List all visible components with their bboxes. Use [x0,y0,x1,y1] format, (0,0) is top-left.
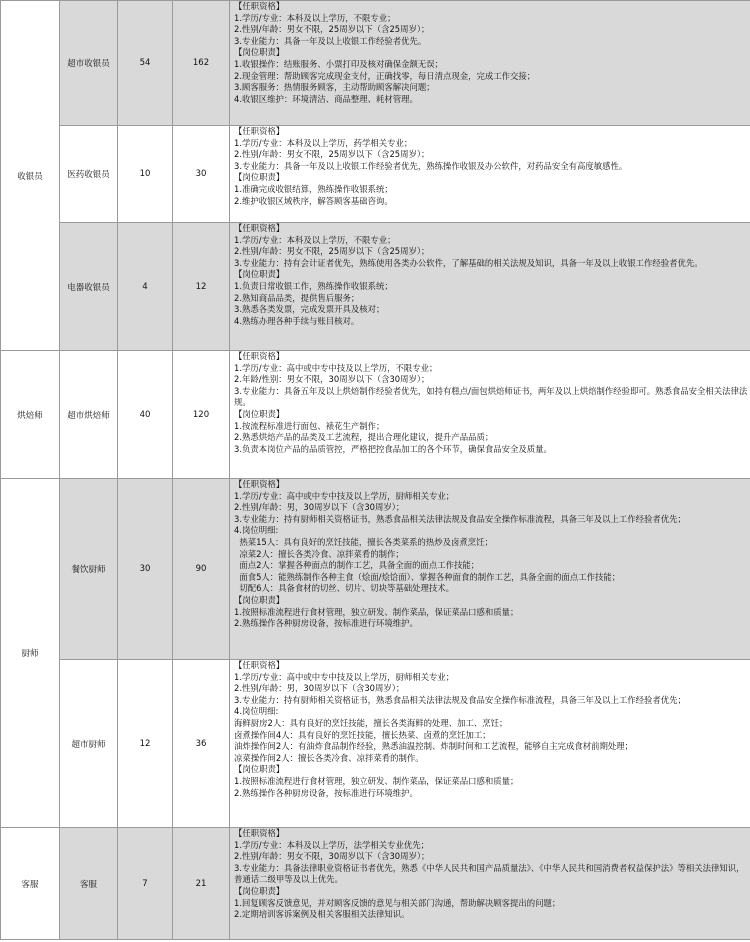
description-line: 【岗位职责】 [234,172,285,183]
description-line: 1.按照标准流程进行食材管理，独立研发、制作菜品，保证菜品口感和质量； [234,775,519,786]
description-cell [230,351,750,479]
description-line: 2.熟练操作各种厨房设备，按标准进行环境维护。 [234,618,418,629]
description-line: 1.学历/专业：高中或中专中技及以上学历，厨师相关专业； [234,490,455,501]
description-cell [230,223,750,351]
count-cell: 40 [118,351,173,479]
description-line: 油炸操作间2人：有油炸食品制作经验，熟悉油温控制、炸制时间和工艺流程，能够自主完成食材前期处理； [234,741,633,752]
total-cell: 36 [173,660,230,828]
description-line: 【岗位职责】 [234,764,285,775]
description-line: 1.学历/专业：本科及以上学历，药学相关专业； [234,137,413,148]
description-line: 1.回复顾客反馈意见，并对顾客反馈的意见与相关部门沟通，帮助解决顾客提出的问题； [234,897,561,908]
description-line: 凉菜2人：擅长各类冷食、凉拌菜肴的制作； [234,548,404,559]
description-line: 1.学历/专业：高中或中专中技及以上学历，厨师相关专业； [234,671,455,682]
description-line: 2.熟练操作各种厨房设备，按标准进行环境维护。 [234,787,418,798]
description-line: 凉菜操作间2人：擅长各类冷食、凉拌菜肴的制作。 [234,752,424,763]
count-cell: 10 [118,126,173,223]
count-cell: 7 [118,828,173,940]
position-cell: 电器收银员 [60,223,118,351]
position-cell: 餐饮厨师 [60,479,118,660]
table-row [1,1,750,126]
description-line: 3.专业能力：具备五年及以上烘焙制作经验者优先，如持有糕点/面包烘焙师证书，两年及以上烘焙制作经验即可。熟悉食品安全相关法律法规。 [234,385,748,408]
description-line: 2.熟悉烘焙产品的品类及工艺流程，提出合理化建议，提升产品品质； [234,432,494,443]
description-line: 1.收银操作：结账服务、小票打印及核对确保金额无误； [234,58,443,69]
description-line: 2.性别/年龄：男女不限，25周岁以下（含25周岁）； [234,24,430,35]
description-line: 海鲜厨房2人：具有良好的烹饪技能，擅长各类海鲜的处理、加工、烹饪； [234,717,508,728]
description-cell [230,1,750,126]
description-line: 【任职资格】 [234,223,285,233]
table-row [1,126,750,223]
table-row [1,479,750,660]
description-line: 【任职资格】 [234,126,285,136]
total-cell: 30 [173,126,230,223]
description-line: 【岗位职责】 [234,594,285,605]
position-cell: 超市烘焙师 [60,351,118,479]
description-line: 1.学历/专业：本科及以上学历，不限专业； [234,12,396,23]
description-line: 3.专业能力：持有会计证者优先，熟练使用各类办公软件，了解基础的相关法规及知识，具备一年及以上收银工作经验者优先。 [234,257,703,268]
description-line: 1.学历/专业：本科及以上学历，不限专业； [234,234,396,245]
position-cell: 医药收银员 [60,126,118,223]
description-line: 2.性别/年龄：男女不限，25周岁以下（含25周岁）； [234,246,430,257]
category-cell: 厨师 [1,479,60,828]
count-cell: 54 [118,1,173,126]
category-cell: 客服 [1,828,60,940]
total-cell: 162 [173,1,230,126]
description-line: 2.现金管理：帮助顾客完成现金支付，正确找零，每日清点现金，完成工作交接； [234,70,536,81]
description-line: 1.按流程标准进行面包、裱花生产制作； [234,420,385,431]
description-line: 4.收银区维护：环境清洁、商品整理、耗材管理。 [234,93,418,104]
table-row [1,828,750,940]
description-line: 1.准确完成收银结算，熟练操作收银系统； [234,183,393,194]
description-line: 【岗位职责】 [234,885,285,896]
description-line: 2.年龄/性别：男女不限，30周岁以下（含30周岁）； [234,374,430,385]
table-row [1,660,750,828]
description-line: 2.定期培训客诉案例及相关客服相关法律知识。 [234,909,410,920]
position-cell: 客服 [60,828,118,940]
description-line: 【任职资格】 [234,660,285,670]
description-cell [230,479,750,660]
count-cell: 4 [118,223,173,351]
description-line: 【岗位职责】 [234,408,285,419]
description-line: 【岗位职责】 [234,47,285,58]
description-line: 3.专业能力：具备一年及以上收银工作经验者优先，熟练操作收银及办公软件，对药品安全有高度敏感性。 [234,160,628,171]
description-cell [230,828,750,940]
description-line: 2.性别/年龄：男女不限，30周岁以下（含30周岁）； [234,851,430,862]
description-line: 3.专业能力：具备法律职业资格证书者优先，熟悉《中华人民共和国产品质量法》、《中华人民共和国消费者权益保护法》等相关法律知识，普通话二级甲等及以上优先。 [234,862,745,885]
description-line: 【任职资格】 [234,479,285,489]
description-line: 面点2人：掌握各种面点的制作工艺，具备全面的面点工作技能； [234,560,480,571]
category-cell: 烘焙师 [1,351,60,479]
description-line: 【任职资格】 [234,828,285,838]
position-cell: 超市收银员 [60,1,118,126]
description-line: 2.性别/年龄：男，30周岁以下（含30周岁）； [234,683,405,694]
description-line: 【任职资格】 [234,351,285,361]
description-line: 4.岗位明细: [234,706,279,717]
description-line: 【岗位职责】 [234,269,285,280]
count-cell: 30 [118,479,173,660]
description-cell [230,126,750,223]
description-line: 4.熟练办理各种手续与账目核对。 [234,315,360,326]
description-line: 1.按照标准流程进行食材管理，独立研发、制作菜品，保证菜品口感和质量； [234,606,519,617]
description-line: 2.维护收银区域秩序，解答顾客基础咨询。 [234,195,393,206]
description-line: 热菜15人：具有良好的烹饪技能，擅长各类菜系的热炒及卤煮烹饪； [234,536,493,547]
description-line: 1.负责日常收银工作，熟练操作收银系统； [234,280,393,291]
description-cell [230,660,750,828]
description-line: 2.性别/年龄：男，30周岁以下（含30周岁）； [234,502,405,513]
total-cell: 120 [173,351,230,479]
table-row [1,223,750,351]
description-line: 3.专业能力：持有厨师相关资格证书，熟悉食品相关法律法规及食品安全操作标准流程，具备三年及以上工作经验者优先； [234,513,686,524]
description-line: 面食5人：能熟练制作各种主食（烩面/烩饸面）、掌握各种面食的制作工艺，具备全面的面点工作技能； [234,571,621,582]
description-line: 2.熟知商品品类，提供售后服务； [234,292,360,303]
total-cell: 21 [173,828,230,940]
description-line: 3.专业能力：具备一年及以上收银工作经验者优先。 [234,35,427,46]
description-line: 卤煮操作间4人：具有良好的烹饪技能，擅长热菜、卤煮的烹饪加工； [234,729,491,740]
position-cell: 超市厨师 [60,660,118,828]
count-cell: 12 [118,660,173,828]
description-line: 1.学历/专业：本科及以上学历，法学相关专业优先； [234,839,430,850]
description-line: 4.岗位明细: [234,525,279,536]
description-line: 2.性别/年龄：男女不限，25周岁以下（含25周岁）； [234,149,430,160]
table-row [1,351,750,479]
description-line: 1.学历/专业：高中或中专中技及以上学历，不限专业； [234,362,438,373]
description-line: 3.顾客服务：热情服务顾客，主动帮助顾客解决问题； [234,82,435,93]
description-line: 【任职资格】 [234,1,285,11]
total-cell: 90 [173,479,230,660]
description-line: 3.负责本岗位产品的品质管控，严格把控食品加工的各个环节，确保食品安全及质量。 [234,443,552,454]
description-line: 3.熟悉各类发票，完成发票开具及核对； [234,304,385,315]
description-line: 3.专业能力：持有厨师相关资格证书，熟悉食品相关法律法规及食品安全操作标准流程，具备三年及以上工作经验者优先； [234,694,686,705]
category-cell: 收银员 [1,1,60,351]
total-cell: 12 [173,223,230,351]
description-line: 切配6人：具备食材的切丝、切片、切块等基础处理技术。 [234,583,455,594]
